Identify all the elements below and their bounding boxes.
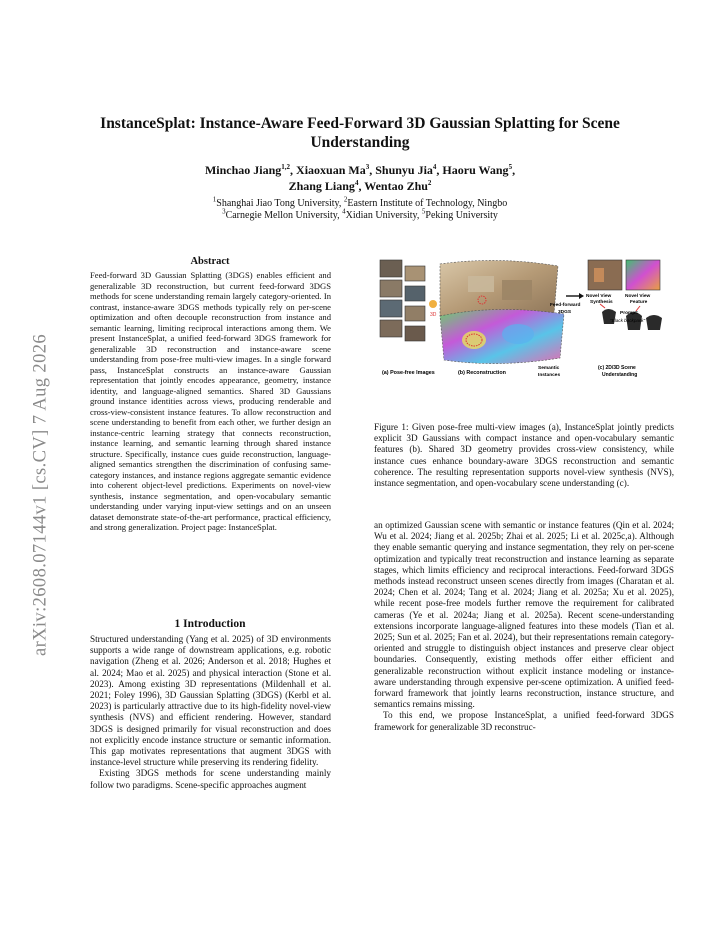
feed-forward-arrow: [566, 293, 584, 299]
figure-1-caption: Figure 1: Given pose-free multi-view images (a), InstanceSplat jointly predicts explicit 3D Gaussians with compact instance and open-vocabulary semantic features (b). Shared 3D geometry provides cross-view consistency, while instance cues enhance boundary-aware 3DGS reconstruction and semantic coherence. The resulting representation supports novel-view synthesis (NVS), instance segmentation, and open-vocabulary scene understanding (c).: [374, 422, 674, 489]
label-scene-2: Understanding: [602, 372, 638, 378]
affiliation-marker: 4: [342, 207, 346, 216]
label-prompt-text: "Black backpack": [610, 318, 646, 323]
svg-text:3D: 3D: [430, 312, 437, 318]
affiliation-name: Carnegie Mellon University,: [225, 210, 343, 221]
author-affiliation-marker: 5: [508, 163, 513, 171]
author-line-2: Zhang Liang$^4$, Wentao Zhu$^2$: [288, 179, 432, 193]
affiliation-name: Eastern Institute of Technology, Ningbo: [347, 198, 508, 209]
label-prompt: Prompt:: [620, 311, 639, 316]
author-affiliation-marker: 4: [354, 179, 359, 187]
reconstruction-panel: [429, 260, 564, 363]
author-name: Xiaoxuan Ma: [296, 163, 366, 177]
affiliation-marker: 3: [222, 207, 226, 216]
section-heading-introduction: 1 Introduction: [174, 618, 246, 630]
arxiv-identifier: arXiv:2608.07144v1 [cs.CV] 7 Aug 2026: [30, 333, 51, 657]
abstract-heading: Abstract: [190, 256, 230, 267]
arxiv-side-stamp: [26, 330, 56, 660]
affiliation-line-2: [90, 207, 630, 222]
author-name: Wentao Zhu: [364, 179, 428, 193]
author-name: Zhang Liang: [288, 179, 355, 193]
label-nvs-1: Novel View: [586, 294, 612, 299]
author-affiliation-marker: 3: [365, 163, 370, 171]
intro-paragraph: Existing 3DGS methods for scene understanding mainly follow two paradigms. Scene-specific approaches augment: [90, 768, 331, 790]
label-3dgs: 3DGS: [558, 310, 572, 315]
label-semantic: Semantic: [538, 366, 560, 371]
label-instances: Instances: [538, 373, 561, 378]
affiliation-marker: 5: [421, 207, 426, 216]
abstract-text: Feed-forward 3D Gaussian Splatting (3DGS) enables efficient and generalizable 3D reconstruction, but current feed-forward 3DGS methods for scene understanding remain largely category-oriented. In contrast, instance-aware 3DGS methods typically rely on per-scene optimization and often decouple reconstruction from instance and semantic learning, limiting reciprocal interactions among them. We present InstanceSplat, a unified feed-forward 3DGS framework for generalizable 3D reconstruction and instance-aware scene understanding from pose-free multi-view images. In a single forward pass, InstanceSplat constructs an instance-aware Gaussian representation that jointly encodes appearance, geometry, instance identity, and language-aligned semantics. Shared 3D Gaussians ground instance identities across views, producing renderable and cross-view-consistent instance features. To allow reconstruction and scene understanding to benefit from each other, we further design an instance-centric learning strategy that connects reconstruction, instance learning, and semantic learning through shared instance structure. Specifically, instance cues guide reconstruction, language-aligned semantics strengthen the discrimination of confusing same-category instances, and instance regions aggregate semantic evidence into coherent object-level predictions. Experiments on novel-view synthesis, instance segmentation, and open-vocabulary semantic understanding under varying input-view settings and on an unseen dataset demonstrate state-of-the-art performance, practical efficiency, and strong generalization. Project page: InstanceSplat.: [90, 270, 331, 532]
label-nvf-2: Feature: [630, 300, 648, 305]
affiliation-name: Xidian University,: [345, 210, 422, 221]
label-feed-forward: Feed-forward: [550, 303, 581, 308]
author-affiliation-marker: 4: [432, 163, 437, 171]
label-pose-free: (a) Pose-free Images: [382, 370, 435, 376]
affiliation-name: Shanghai Jiao Tong University,: [216, 198, 344, 209]
author-line-1: Minchao Jiang$^{1,2}$, Xiaoxuan Ma$^3$, Shunyu Jia$^4$, Haoru Wang$^5$,: [204, 163, 516, 177]
label-reconstruction: (b) Reconstruction: [458, 370, 506, 376]
author-name: Haoru Wang: [442, 163, 509, 177]
affiliation-name: Peking University: [425, 210, 498, 221]
author-list: [90, 162, 630, 194]
body-paragraph: To this end, we propose InstanceSplat, a unified feed-forward 3DGS framework for generalizable 3D reconstruc-: [374, 710, 674, 732]
pose-free-images: [380, 260, 425, 341]
author-name: Shunyu Jia: [375, 163, 433, 177]
author-name: Minchao Jiang: [204, 163, 282, 177]
author-affiliation-marker: 2: [427, 179, 432, 187]
affiliation-marker: 2: [343, 195, 348, 204]
label-scene-1: (c) 2D/3D Scene: [598, 365, 636, 371]
paper-title: InstanceSplat: Instance-Aware Feed-Forward 3D Gaussian Splatting for Scene Understanding: [100, 115, 620, 151]
intro-paragraph: Structured understanding (Yang et al. 2025) of 3D environments supports a wide range of downstream applications, e.g. robotic navigation (Zheng et al. 2026; Anderson et al. 2018; Hughes et al. 2024; Mao et al. 2025) and physical interaction (Stone et al. 2023). Among existing 3D representations (Mildenhall et al. 2021; Foley 1996), 3D Gaussian Splatting (3DGS) (Kerbl et al. 2023) is particularly attractive due to its high-fidelity novel-view synthesis (NVS) and efficient rendering. However, standard 3DGS is designed primarily for visual reconstruction and does not explicitly encode instance structure or semantic information. This gap motivates representations that augment 3DGS with instance-level structure while preserving its rendering fidelity.: [90, 634, 331, 768]
author-affiliation-marker: 1,2: [281, 163, 291, 171]
label-nvs-2: Synthesis: [590, 300, 613, 305]
body-paragraph: an optimized Gaussian scene with semantic or instance features (Qin et al. 2024; Wu et al. 2024; Jiang et al. 2025b; Zhai et al. 2025; Li et al. 2025c,a). Although they enable semantic querying and instance segmentation, they rely on per-scene optimization and typically treat reconstruction and instance learning as separate stages, which limits efficiency and reciprocal interactions. Feed-forward 3DGS methods instead reconstruct unseen scenes directly from images (Charatan et al. 2024; Chen et al. 2024; Tang et al. 2024; Jiang et al. 2025a; Xu et al. 2025), while recent pose-free models further remove the requirement for calibrated cameras (Ye et al. 2024a; Jiang et al. 2025a). Recent scene-understanding extensions incorporate language-aligned features into these models (Tian et al. 2025; Sun et al. 2025; Fan et al. 2024), but their representations remain category-oriented and struggle to distinguish object instances and preserve clear object boundaries. Consequently, existing methods offer either efficient and generalizable reconstruction without explicit instance modeling or instance-aware understanding through expensive per-scene optimization. A unified feed-forward framework that jointly learns reconstruction, instance structure, and semantics remains missing.: [374, 520, 674, 710]
affiliations: [90, 195, 630, 222]
right-column-body: [374, 520, 674, 733]
introduction-body: [90, 634, 331, 791]
affiliation-marker: 1: [212, 195, 217, 204]
label-nvf-1: Novel View: [625, 294, 651, 299]
figure-1: [378, 256, 672, 386]
affiliation-line-1: [90, 195, 630, 210]
